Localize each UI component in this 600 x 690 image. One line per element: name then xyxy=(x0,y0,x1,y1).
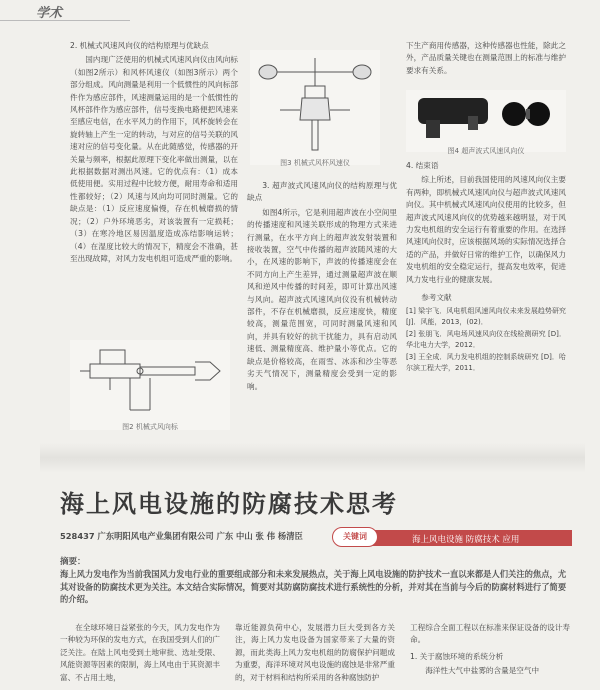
section-label: 学术 xyxy=(36,6,63,21)
reference-3: [3] 王全成．风力发电机组的控制系统研究 [D]．哈尔滨工程大学，2011． xyxy=(406,353,566,372)
top-middle-column xyxy=(247,180,397,395)
reference-1: [1] 梁宇飞．风电机组风速风向仪未来发展趋势研究 [J]．风能，2013，(02)． xyxy=(406,307,566,326)
figure-3-caption: 图3 机械式风杯风速仪 xyxy=(280,159,350,167)
cup-anemometer-diagram xyxy=(250,50,380,154)
wind-vane-diagram xyxy=(70,340,230,418)
section-2-paragraph: 国内现广泛使用的机械式风速风向仪由风向标（如图2所示）和风杯风速仪（如图3所示）两个部分组成。风向测量是利用一个低惯性的风向标部件作为感应部件，风速测量运用的是一个低惯性的风杯部件作为感应部件，信号变换电路便把风速来至感应电信，在水平风力的作用下，风杯旋转会在旋转轴上产生一定的转动，与对应的信号关联的风速对应的信号变化量。从在此随感觉，传感器的开关量与频率，根据此原理下变化率做出测量，以在此根据数据对测出风速。它的优点有：（1）成本低使用便。实用过程中比较方便，耐用寿命和适用性都较好；（2）风速与风向均可同时测量。它的缺点是：（1）反应速度偏慢，存在机械磨损的情况；（2）户外环境恶劣，对该装置有一定损耗；（3）在寒冷地区易因温度造成冻结影响运转；（4）在湿度比较大的情况下，精度会不准确，甚至出现故障，对风力发电机组可造成严重的影响。 xyxy=(70,55,238,263)
body-column-2 xyxy=(235,622,395,686)
figure-2 xyxy=(70,340,230,430)
top-left-column xyxy=(70,40,238,267)
abstract-label: 摘要： xyxy=(60,557,86,567)
keywords-label: 关键词 xyxy=(332,527,378,547)
keywords-text: 海上风电设施 防腐技术 应用 xyxy=(412,535,520,545)
section-4-paragraph: 综上所述，目前我国使用的风速风向仪主要有两种，即机械式风速风向仪与超声波式风速风向仪。其中机械式风速风向仪使用的比较多，但超声波式风速风向仪的优势越来越明显，对于风力发电机组的安全运行有着重要的作用。在选择风速风向仪时，应该根据风场的实际情况选择合适的产品，并做好日常的维护工作，以确保风力发电机组的安全稳定运行，提高发电效率，促进风力发电行业的健康发展。 xyxy=(406,175,566,284)
body-column-1 xyxy=(60,622,220,686)
section-3-heading: 3. 超声波式风速风向仪的结构原理与优缺点 xyxy=(247,181,397,203)
author-line: 528437 广东明阳风电产业集团有限公司 广东 中山 张 伟 杨清臣 xyxy=(60,531,303,541)
reference-2: [2] 张朋飞．风电场风速风向仪在线检测研究 [D]．华北电力大学，2012． xyxy=(406,330,566,349)
body-column-3 xyxy=(410,622,570,680)
references-heading: 参考文献 xyxy=(421,293,452,303)
body-paragraph-1: 在全球环境日益紧张的今天，风力发电作为一种较为环保的发电方式，在我国受到人们的广泛关注。在陆上风电受到土地审批、选址受限、风能资源等因素的限制，海上风电由于其资源丰富、不占用土地， xyxy=(60,623,220,682)
header-bar xyxy=(0,4,130,21)
section-3-continued: 下生产商用传感器，这种传感器也性能，除此之外，产品质量关键也在测量范围上的标准与维护要求有关系。 xyxy=(406,41,566,75)
body-section-1-text: 海洋性大气中盐雾的含量是空气中 xyxy=(425,666,540,676)
section-3-paragraph: 如图4所示，它是利用超声波在小空间里的传播速度和风速关联形成的物理方式来进行测量，在水平方向上的超声波发射装置和接收装置，空气中传播的超声波随风速的大小，在风速的影响下，声波的传播速度会在不同方向上产生差异，通过测量超声波在顺风和逆风中传播的时间差，即可计算出风速与风向。超声波式风速风向仪没有机械转动部件，不存在机械磨损，反应速度快，精度较高，测量范围宽，可同时测量风速和风向，并具有较好的抗干扰能力，具有启动风速低、测量精度高、维护量小等优点。它的缺点是价格较高，在雨雪、冰冻和沙尘等恶劣天气情况下，测量精度会受到一定的影响。 xyxy=(247,207,397,391)
figure-4 xyxy=(406,90,566,155)
body-section-1-heading: 1. 关于腐蚀环境的系统分析 xyxy=(410,651,504,661)
figure-2-caption: 图2 机械式风向标 xyxy=(122,423,178,431)
ultrasonic-sensor-photo xyxy=(406,90,566,142)
references-list xyxy=(406,306,566,373)
section-4-heading: 4. 结束语 xyxy=(406,161,439,170)
figure-4-caption: 图4 超声波式风速风向仪 xyxy=(447,147,525,155)
section-2-heading: 2. 机械式风速风向仪的结构原理与优缺点 xyxy=(70,41,209,50)
section-header xyxy=(0,0,600,24)
article-separator xyxy=(40,443,585,473)
top-right-column xyxy=(406,160,566,375)
article-title: 海上风电设施的防腐技术思考 xyxy=(60,490,398,518)
abstract-text: 海上风力发电作为当前我国风力发电行业的重要组成部分和未来发展热点，关于海上风电设施的防护技术一直以来都是人们关注的焦点，尤其对设备的防腐技术更为关注。本文结合实际情况，简要对其防腐防腐技术进行系统性的分析，并对其在当前与今后的防腐材料进行了简要的介绍。 xyxy=(60,569,567,604)
body-paragraph-3: 工程综合全面工程以在标准来保证设备的设计寿命。 xyxy=(410,623,570,645)
figure-3 xyxy=(250,50,380,165)
body-paragraph-2: 靠近能源负荷中心，发展潜力巨大受到各方关注，海上风力发电设备为国家带来了大量的资源，而此类海上风力发电机组的防腐保护问题成为重要，海洋环境对风电设施的腐蚀是非常严重的，对于材料和结构所采用的各种腐蚀防护 xyxy=(235,623,395,682)
top-right-column-intro xyxy=(406,40,566,79)
